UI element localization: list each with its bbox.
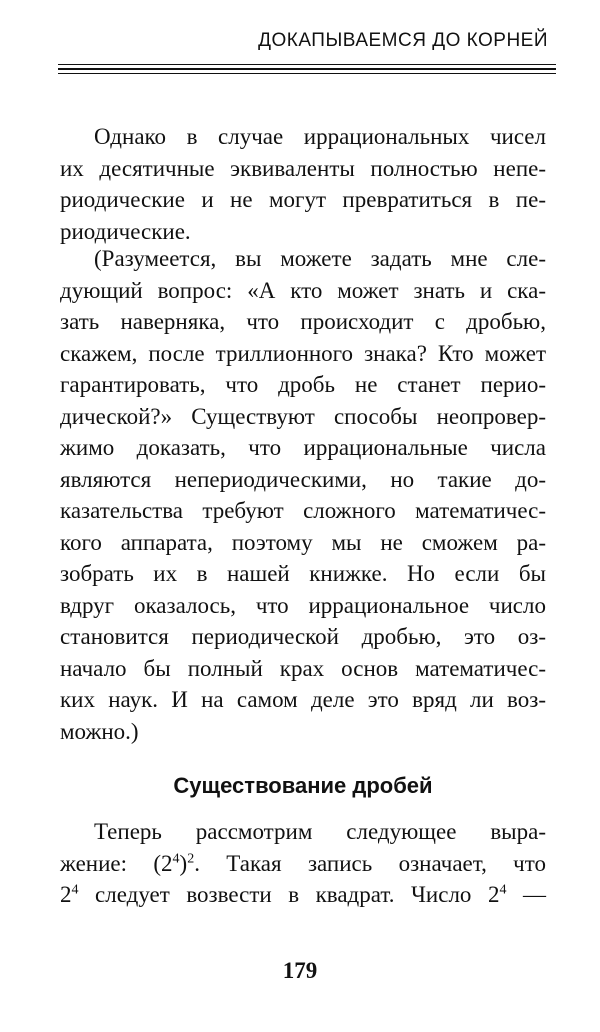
paragraph-parenthetical-question: [60, 243, 546, 747]
text-line: риодические.: [60, 218, 191, 244]
superscript: 4: [172, 850, 180, 866]
superscript: 2: [187, 850, 195, 866]
text-line: гарантировать, что дробь не станет перио-: [60, 372, 546, 397]
text-line: кого аппарата, поэтому мы не сможем ра-: [60, 529, 546, 555]
text-line: дической?» Существуют способы неопровер-: [60, 403, 546, 429]
text-line: начало бы полный крах основ математичес-: [60, 655, 546, 681]
text-line: Однако в случае иррациональных чисел: [94, 124, 546, 149]
text-fragment: ): [179, 850, 188, 876]
running-head: ДОКАПЫВАЕМСЯ ДО КОРНЕЙ: [258, 30, 548, 51]
paragraph-exponent-expression: [60, 816, 546, 911]
section-heading: Существование дробей: [173, 773, 433, 798]
text-line: зать наверняка, что происходит с дробью,: [60, 309, 546, 334]
text-fragment: 2: [60, 882, 72, 907]
text-line-expression: [60, 879, 546, 911]
text-line: (Разумеется, вы можете задать мне сле-: [94, 246, 546, 271]
header-rule-thin-bottom: [58, 73, 556, 74]
text-line: можно.): [60, 718, 139, 744]
text-line: дующий вопрос: «А кто может знать и ска-: [60, 277, 546, 303]
paragraph-irrational-decimals: [60, 121, 546, 247]
text-line: вдруг оказалось, что иррациональное число: [60, 592, 546, 618]
text-line: риодические и не могут превратиться в пе-: [60, 187, 546, 212]
page-number: 179: [282, 958, 318, 983]
text-fragment: следует возвести в квадрат. Число 2: [78, 882, 500, 907]
text-fragment: —: [506, 882, 547, 907]
text-line: казательства требуют сложного математичес-: [60, 498, 546, 523]
text-line: являются непериодическими, но такие до-: [60, 466, 546, 492]
header-rule-thick: [58, 68, 556, 70]
text-line: зобрать их в нашей книжке. Но если бы: [60, 561, 546, 586]
text-line: становится периодической дробью, это оз-: [60, 624, 546, 649]
text-fragment: . Такая запись означает, что: [194, 850, 546, 876]
text-line: Теперь рассмотрим следующее выра-: [94, 819, 546, 844]
text-line: ких наук. И на самом деле это вряд ли воз-: [60, 687, 546, 712]
text-line: их десятичные эквиваленты полностью непе-: [60, 155, 546, 181]
superscript: 4: [71, 882, 79, 898]
text-fragment: жение: (2: [60, 850, 173, 876]
text-line: скажем, после триллионного знака? Кто может: [60, 340, 546, 366]
text-line-expression: [60, 848, 546, 880]
superscript: 4: [499, 882, 507, 898]
header-rule-thin-top: [58, 64, 556, 65]
text-line: жимо доказать, что иррациональные числа: [60, 435, 546, 460]
